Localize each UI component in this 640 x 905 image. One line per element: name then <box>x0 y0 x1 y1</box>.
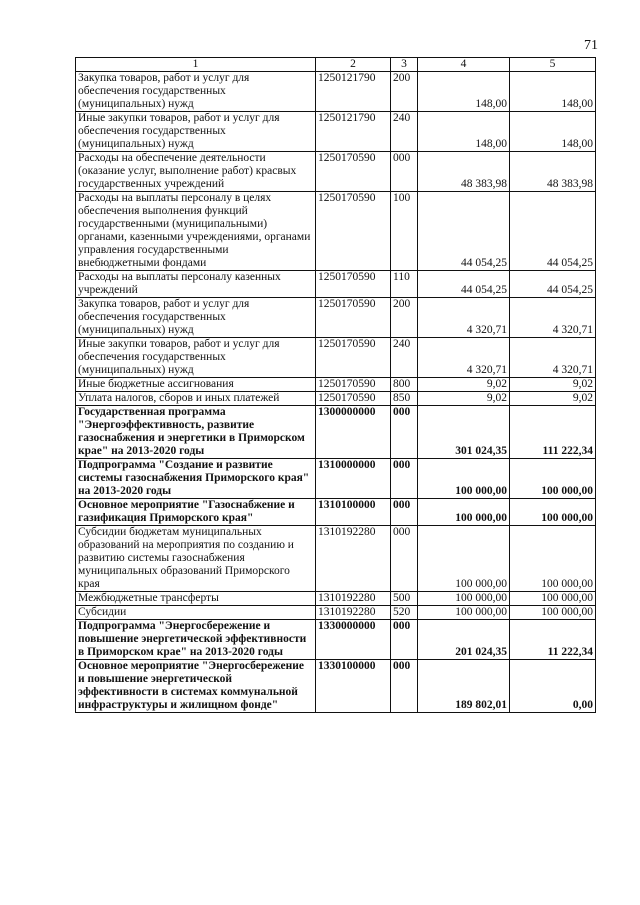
row-type: 100 <box>391 192 418 271</box>
table-row <box>76 499 596 526</box>
row-amount-col4: 148,00 <box>418 72 510 112</box>
row-code: 1250170590 <box>316 298 391 338</box>
row-amount-col4: 201 024,35 <box>418 620 510 660</box>
row-amount-col5: 0,00 <box>510 660 596 713</box>
row-amount-col4: 100 000,00 <box>418 526 510 592</box>
row-description: Закупка товаров, работ и услуг для обеспечения государственных (муниципальных) нужд <box>76 72 316 112</box>
table-row <box>76 392 596 406</box>
row-code: 1250121790 <box>316 112 391 152</box>
row-code: 1310000000 <box>316 459 391 499</box>
row-type: 000 <box>391 526 418 592</box>
row-code: 1250170590 <box>316 152 391 192</box>
row-amount-col4: 9,02 <box>418 392 510 406</box>
row-type: 000 <box>391 499 418 526</box>
row-code: 1310192280 <box>316 606 391 620</box>
row-type: 240 <box>391 112 418 152</box>
row-type: 800 <box>391 378 418 392</box>
row-type: 000 <box>391 620 418 660</box>
table-row <box>76 592 596 606</box>
row-description: Расходы на выплаты персоналу казенных учреждений <box>76 271 316 298</box>
row-amount-col5: 11 222,34 <box>510 620 596 660</box>
header-cell-col4: 4 <box>418 58 510 72</box>
row-description: Уплата налогов, сборов и иных платежей <box>76 392 316 406</box>
row-description: Основное мероприятие "Энергосбережение и повышение энергетической эффективности в системах коммунальной инфраструктуры и жилищном фонде" <box>76 660 316 713</box>
row-type: 850 <box>391 392 418 406</box>
row-code: 1250170590 <box>316 271 391 298</box>
row-amount-col4: 4 320,71 <box>418 298 510 338</box>
row-amount-col4: 48 383,98 <box>418 152 510 192</box>
row-code: 1330000000 <box>316 620 391 660</box>
row-amount-col4: 100 000,00 <box>418 592 510 606</box>
row-description: Субсидии <box>76 606 316 620</box>
table-row <box>76 192 596 271</box>
row-amount-col4: 44 054,25 <box>418 192 510 271</box>
row-code: 1300000000 <box>316 406 391 459</box>
row-code: 1250170590 <box>316 192 391 271</box>
row-amount-col4: 44 054,25 <box>418 271 510 298</box>
row-amount-col4: 100 000,00 <box>418 499 510 526</box>
table-row <box>76 406 596 459</box>
row-amount-col5: 4 320,71 <box>510 338 596 378</box>
row-code: 1310192280 <box>316 526 391 592</box>
row-type: 520 <box>391 606 418 620</box>
table-row <box>76 152 596 192</box>
row-description: Государственная программа "Энергоэффективность, развитие газоснабжения и энергетики в Приморском крае" на 2013-2020 годы <box>76 406 316 459</box>
row-type: 110 <box>391 271 418 298</box>
row-description: Расходы на обеспечение деятельности (оказание услуг, выполнение работ) красвых государственных учреждений <box>76 152 316 192</box>
row-description: Подпрограмма "Энергосбережение и повышение энергетической эффективности в Приморском крае" на 2013-2020 годы <box>76 620 316 660</box>
budget-table-container <box>75 57 596 713</box>
row-amount-col5: 100 000,00 <box>510 592 596 606</box>
table-row <box>76 298 596 338</box>
row-amount-col5: 148,00 <box>510 112 596 152</box>
header-cell-col2: 2 <box>316 58 391 72</box>
row-amount-col5: 100 000,00 <box>510 499 596 526</box>
row-amount-col4: 100 000,00 <box>418 606 510 620</box>
row-description: Иные бюджетные ассигнования <box>76 378 316 392</box>
row-amount-col4: 148,00 <box>418 112 510 152</box>
header-cell-col5: 5 <box>510 58 596 72</box>
row-amount-col5: 48 383,98 <box>510 152 596 192</box>
row-code: 1250170590 <box>316 378 391 392</box>
row-amount-col4: 301 024,35 <box>418 406 510 459</box>
row-amount-col5: 100 000,00 <box>510 526 596 592</box>
row-type: 500 <box>391 592 418 606</box>
row-type: 200 <box>391 298 418 338</box>
row-description: Иные закупки товаров, работ и услуг для обеспечения государственных (муниципальных) нужд <box>76 112 316 152</box>
row-amount-col5: 9,02 <box>510 392 596 406</box>
row-amount-col4: 100 000,00 <box>418 459 510 499</box>
row-description: Межбюджетные трансферты <box>76 592 316 606</box>
row-description: Иные закупки товаров, работ и услуг для обеспечения государственных (муниципальных) нужд <box>76 338 316 378</box>
table-row <box>76 660 596 713</box>
row-amount-col5: 4 320,71 <box>510 298 596 338</box>
row-amount-col5: 148,00 <box>510 72 596 112</box>
table-row <box>76 378 596 392</box>
row-code: 1250170590 <box>316 392 391 406</box>
row-description: Расходы на выплаты персоналу в целях обеспечения выполнения функций государственными (муниципальными) органами, казенными учреждениями, органами управления государственными внебюджетными фондами <box>76 192 316 271</box>
row-amount-col5: 44 054,25 <box>510 192 596 271</box>
table-row <box>76 606 596 620</box>
row-code: 1250121790 <box>316 72 391 112</box>
row-type: 200 <box>391 72 418 112</box>
page-number: 71 <box>584 38 598 53</box>
row-type: 000 <box>391 459 418 499</box>
table-row <box>76 72 596 112</box>
row-code: 1250170590 <box>316 338 391 378</box>
budget-table <box>75 57 596 713</box>
row-amount-col5: 100 000,00 <box>510 606 596 620</box>
table-row <box>76 338 596 378</box>
row-amount-col4: 9,02 <box>418 378 510 392</box>
row-type: 000 <box>391 406 418 459</box>
row-type: 000 <box>391 152 418 192</box>
table-row <box>76 112 596 152</box>
row-description: Подпрограмма "Создание и развитие системы газоснабжения Приморского края" на 2013-2020 годы <box>76 459 316 499</box>
header-cell-col1: 1 <box>76 58 316 72</box>
row-amount-col5: 100 000,00 <box>510 459 596 499</box>
row-code: 1310192280 <box>316 592 391 606</box>
row-description: Субсидии бюджетам муниципальных образований на мероприятия по созданию и развитию системы газоснабжения муниципальных образований Приморского края <box>76 526 316 592</box>
table-row <box>76 620 596 660</box>
table-row <box>76 271 596 298</box>
row-amount-col5: 111 222,34 <box>510 406 596 459</box>
table-row <box>76 526 596 592</box>
table-header-row <box>76 58 596 72</box>
header-cell-col3: 3 <box>391 58 418 72</box>
row-amount-col4: 189 802,01 <box>418 660 510 713</box>
row-code: 1330100000 <box>316 660 391 713</box>
row-code: 1310100000 <box>316 499 391 526</box>
row-type: 000 <box>391 660 418 713</box>
row-description: Основное мероприятие "Газоснабжение и газификация Приморского края" <box>76 499 316 526</box>
row-amount-col4: 4 320,71 <box>418 338 510 378</box>
table-row <box>76 459 596 499</box>
row-description: Закупка товаров, работ и услуг для обеспечения государственных (муниципальных) нужд <box>76 298 316 338</box>
row-amount-col5: 44 054,25 <box>510 271 596 298</box>
row-type: 240 <box>391 338 418 378</box>
row-amount-col5: 9,02 <box>510 378 596 392</box>
